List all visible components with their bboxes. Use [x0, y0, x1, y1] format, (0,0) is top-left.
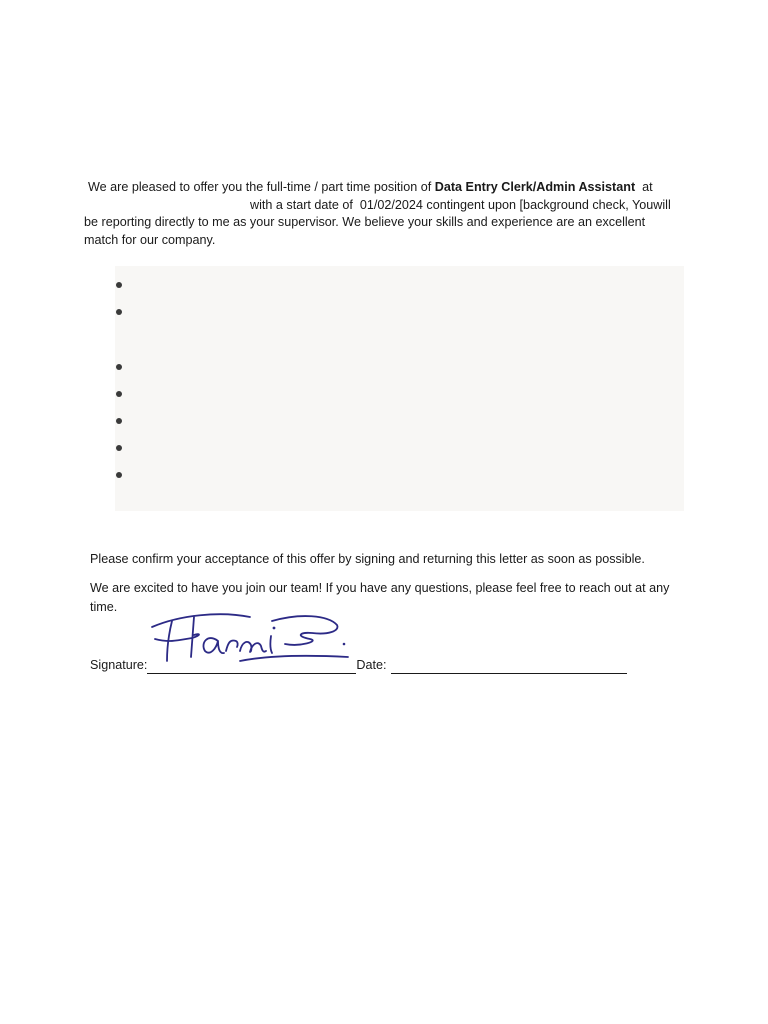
bullet-point	[116, 364, 122, 370]
bullet-point	[116, 282, 122, 288]
bullet-point	[116, 418, 122, 424]
intro-line-1	[84, 179, 696, 197]
intro-line-3: be reporting directly to me as your supervisor. We believe your skills and experience are an excellent	[84, 215, 646, 229]
welcome-text: We are excited to have you join our team! If you have any questions, please feel free to reach out at any time.	[90, 581, 670, 614]
date-label: Date:	[356, 658, 387, 672]
bullet-point	[116, 309, 122, 315]
intro-line-2: with a start date of 01/02/2024 contingent upon [background check, Youwill	[250, 197, 671, 212]
signature-line[interactable]	[147, 657, 356, 674]
intro-text-after-title: at	[635, 180, 653, 194]
signature-label: Signature:	[90, 658, 148, 672]
date-line[interactable]	[391, 657, 627, 674]
letter-intro-paragraph	[84, 179, 696, 249]
benefits-bullet-list	[115, 266, 684, 511]
position-title: Data Entry Clerk/Admin Assistant	[434, 180, 636, 194]
intro-text-before-title: We are pleased to offer you the full-time / part time position of	[88, 180, 435, 194]
bullet-point	[116, 472, 122, 478]
intro-line-4: match for our company.	[84, 232, 216, 247]
confirm-acceptance-text: Please confirm your acceptance of this offer by signing and returning this letter as soon as possible.	[90, 552, 645, 566]
bullet-point	[116, 391, 122, 397]
bullet-point	[116, 445, 122, 451]
signature-date-row	[90, 656, 627, 676]
